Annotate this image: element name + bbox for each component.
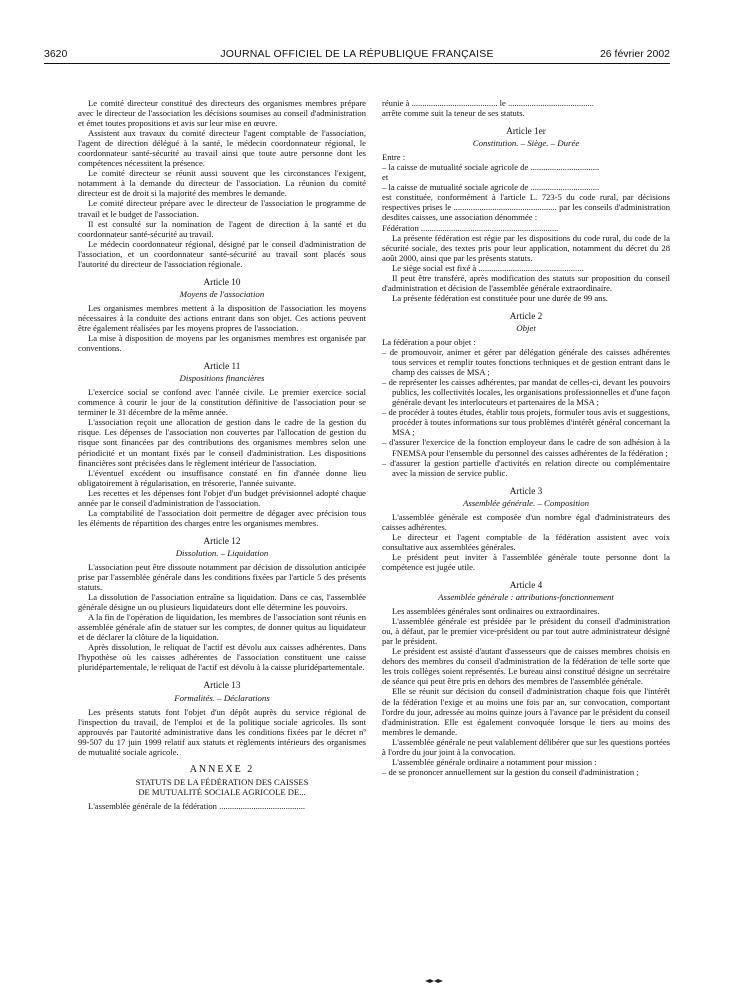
- paragraph: Le comité directeur constitué des directeurs des organismes membres prépare avec le directeur de l'association les décisions soumises au conseil d'administration et émet toutes propositions et avis sur leur mise en œuvre.: [78, 98, 366, 129]
- paragraph: Après dissolution, le reliquat de l'actif est dévolu aux caisses adhérentes. Dans l'hypothèse où les caisses adhérentes de l'association constituent une caisse pluridépartementale, le reliquat de l'actif est dévolu à la caisse pluridépartementale.: [78, 642, 366, 673]
- paragraph: Le siège social est fixé à .................................................: [392, 262, 584, 273]
- paragraph: arrête comme suit la teneur de ses statuts.: [382, 108, 525, 119]
- continuation-mark-icon: [424, 978, 444, 984]
- paragraph: La mise à disposition de moyens par les organismes membres est organisée par conventions.: [78, 333, 366, 354]
- paragraph: L'assemblée générale de la fédération ........................................: [88, 800, 306, 811]
- paragraph: La comptabilité de l'association doit permettre de dégager avec précision tous les éléments de répartition des charges entre les organismes membres.: [78, 507, 366, 528]
- paragraph: et: [382, 172, 389, 183]
- list-item: – de promouvoir, animer et gérer par délégation générale des caisses adhérentes tous services et remplir toutes fonctions techniques et de gestion entrant dans le champ des caisses de MSA ;: [382, 347, 670, 378]
- paragraph: La présente fédération est constituée pour une durée de 99 ans.: [392, 292, 608, 303]
- annexe-subtitle: DE MUTUALITÉ SOCIALE AGRICOLE DE...: [138, 786, 306, 797]
- article-heading: Article 11: [203, 361, 241, 372]
- article-heading: Article 10: [203, 276, 241, 287]
- paragraph: L'assemblée générale est présidée par le président du conseil d'administration ou, à défaut, par le premier vice-président ou par tout autre administrateur désigné par le président.: [382, 616, 670, 647]
- annexe-heading: ANNEXE 2: [189, 763, 255, 775]
- list-item: – la caisse de mutualité sociale agricole de ................................: [382, 162, 600, 173]
- article-subtitle: Assemblée générale. – Composition: [462, 497, 590, 508]
- article-subtitle: Moyens de l'association: [179, 288, 265, 299]
- article-subtitle: Dissolution. – Liquidation: [175, 547, 269, 558]
- paragraph: Il est consulté sur la nomination de l'agent de direction à la santé et du coordonnateur santé-sécurité au travail.: [78, 218, 366, 239]
- left-column: [78, 98, 366, 811]
- paragraph: L'exercice social se confond avec l'année civile. Le premier exercice social commence à courir le jour de la constitution définitive de l'association pour se terminer le 31 décembre de la même année.: [78, 387, 366, 418]
- page-number: 3620: [44, 48, 68, 60]
- paragraph: Le comité directeur prépare avec le directeur de l'association le programme de travail et le budget de l'association.: [78, 198, 366, 219]
- paragraph: Le comité directeur se réunit aussi souvent que les circonstances l'exigent, notamment à la demande du directeur de l'association. La réunion du comité directeur est de droit si la majorité des membres le demande.: [78, 168, 366, 199]
- paragraph: Le médecin coordonnateur régional, désigné par le conseil d'administration de l'association, et un coordonnateur santé-sécurité au travail sont placés sous l'autorité du directeur de l'association régionale.: [78, 238, 366, 269]
- article-heading: Article 2: [509, 310, 543, 321]
- paragraph: L'éventuel excédent ou insuffisance constaté en fin d'année donne lieu obligatoirement à régularisation, en trésorerie, l'année suivante.: [78, 467, 366, 488]
- paragraph: L'assemblée générale ordinaire a notamment pour mission :: [392, 756, 597, 767]
- paragraph: L'assemblée générale ne peut valablement délibérer que sur les questions portées à l'ordre du jour joint à la convocation.: [382, 736, 670, 757]
- paragraph: est constituée, conformément à l'article L. 723-5 du code rural, par décisions respectives prises le ................................................ par les conseils d'administration desdites caisses, une association dénommée :: [382, 192, 670, 223]
- paragraph: Fédération ................................................................: [382, 222, 559, 233]
- paragraph: Le directeur et l'agent comptable de la fédération assistent avec voix consultative aux assemblées générales.: [382, 531, 670, 552]
- paragraph: La dissolution de l'association entraîne sa liquidation. Dans ce cas, l'assemblée générale désigne un ou plusieurs liquidateurs dont elle détermine les pouvoirs.: [78, 592, 366, 613]
- journal-title: JOURNAL OFFICIEL DE LA RÉPUBLIQUE FRANÇAISE: [220, 48, 494, 60]
- paragraph: Le président peut inviter à l'assemblée générale toute personne dont la compétence est jugée utile.: [382, 551, 670, 572]
- article-subtitle: Objet: [516, 322, 536, 333]
- article-heading: Article 1er: [506, 126, 546, 137]
- paragraph: Il peut être transféré, après modification des statuts sur proposition du conseil d'administration et décision de l'assemblée générale extraordinaire.: [382, 272, 670, 293]
- paragraph: La fédération a pour objet :: [382, 336, 476, 347]
- paragraph: Les assemblées générales sont ordinaires ou extraordinaires.: [392, 606, 600, 617]
- paragraph: L'association reçoit une allocation de gestion dans le cadre de la gestion du risque. Les dépenses de l'association non couvertes par l'allocation de gestion du risque sont financées par des contributions des organismes membres selon une périodicité et un montant fixés par le conseil d'administration. Les dispositions financières sont précisées dans le règlement intérieur de l'association.: [78, 417, 366, 468]
- annexe-subtitle: STATUTS DE LA FÉDÉRATION DES CAISSES: [135, 776, 309, 787]
- list-item: – d'assurer la gestion partielle d'activités en relation directe ou complémentaire avec la mission de service public.: [382, 457, 670, 478]
- paragraph: L'association peut être dissoute notamment par décision de dissolution anticipée prise par l'assemblée générale dans les conditions fixées par l'article 5 des présents statuts.: [78, 561, 366, 593]
- article-subtitle: Assemblée générale : attributions-fonctionnement: [438, 592, 614, 603]
- article-heading: Article 4: [509, 580, 543, 591]
- list-item: – de se prononcer annuellement sur la gestion du conseil d'administration ;: [382, 766, 639, 777]
- paragraph: réunie à ........................................ le ........................................: [382, 98, 594, 108]
- article-heading: Article 13: [203, 680, 241, 691]
- article-heading: Article 12: [203, 535, 241, 546]
- paragraph: Les organismes membres mettent à la disposition de l'association les moyens nécessaires à la conduite des actions entrant dans son objet. Ces actions peuvent être également réalisées par les moyens propres de l'association.: [78, 302, 366, 333]
- article-heading: Article 3: [509, 485, 543, 496]
- list-item: – de représenter les caisses adhérentes, par mandat de celles-ci, devant les pouvoirs publics, les collectivités locales, les organisations professionnelles et d'une façon générale devant les interlocuteurs et partenaires de la MSA ;: [382, 377, 670, 408]
- list-item: – de procéder à toutes études, établir tous projets, formuler tous avis et suggestions, procéder à toutes informations sur tous problèmes d'intérêt général concernant la MSA ;: [382, 407, 670, 438]
- issue-date: 26 février 2002: [599, 48, 670, 60]
- article-subtitle: Constitution. – Siège. – Durée: [472, 138, 580, 149]
- paragraph: L'assemblée générale est composée d'un nombre égal d'administrateurs des caisses adhérentes.: [382, 511, 670, 532]
- paragraph: Elle se réunit sur décision du conseil d'administration chaque fois que l'intérêt de la fédération l'exige et au moins une fois par an, sur convocation, comportant l'ordre du jour, adressée au moins quinze jours à l'avance par le président du conseil d'administration. Elle est également convoquée lorsque le tiers au moins des membres le demande.: [382, 686, 670, 737]
- list-item: – la caisse de mutualité sociale agricole de ................................: [382, 182, 600, 193]
- right-column: [382, 98, 670, 777]
- paragraph: Le président est assisté d'autant d'assesseurs que de caisses membres choisis en dehors des membres du conseil d'administration de la fédération de telle sorte que les trois collèges soient représentés. Le bureau ainsi constitué désigne un secrétaire de séance qui peut être pris en dehors des membres de l'assemblée générale.: [382, 646, 670, 687]
- page-header: [44, 48, 670, 62]
- paragraph: Les recettes et les dépenses font l'objet d'un budget prévisionnel adopté chaque année par le conseil d'administration de l'association.: [78, 487, 366, 508]
- paragraph: Assistent aux travaux du comité directeur l'agent comptable de l'association, l'agent de direction délégué à la santé, le médecin coordonnateur régional, le coordonnateur santé-sécurité au travail ainsi que toute autre personne dont les compétences nécessitent la présence.: [78, 128, 366, 169]
- paragraph: Les présents statuts font l'objet d'un dépôt auprès du service régional de l'inspection du travail, de l'emploi et de la politique sociale agricoles. Ils sont approuvés par l'autorité administrative dans les conditions fixées par le décret nº 99-507 du 17 juin 1999 relatif aux statuts et règlements intérieurs des organismes de mutualité sociale agricole.: [78, 706, 366, 757]
- list-item: – d'assurer l'exercice de la fonction employeur dans le cadre de son adhésion à la FNEMSA pour l'ensemble du personnel des caisses adhérentes de la fédération ;: [382, 437, 670, 458]
- paragraph: Entre :: [382, 152, 406, 163]
- paragraph: La présente fédération est régie par les dispositions du code rural, du code de la sécurité sociale, des textes pris pour leur application, notamment du décret du 28 août 2000, ainsi que par les présents statuts.: [382, 232, 670, 263]
- article-subtitle: Dispositions financières: [179, 373, 265, 384]
- article-subtitle: Formalités. – Déclarations: [174, 692, 270, 703]
- paragraph: A la fin de l'opération de liquidation, les membres de l'association sont réunis en assemblée générale afin de statuer sur les comptes, de donner quitus au liquidateur et de déclarer la clôture de la liquidation.: [78, 612, 366, 643]
- header-rule: [44, 63, 670, 64]
